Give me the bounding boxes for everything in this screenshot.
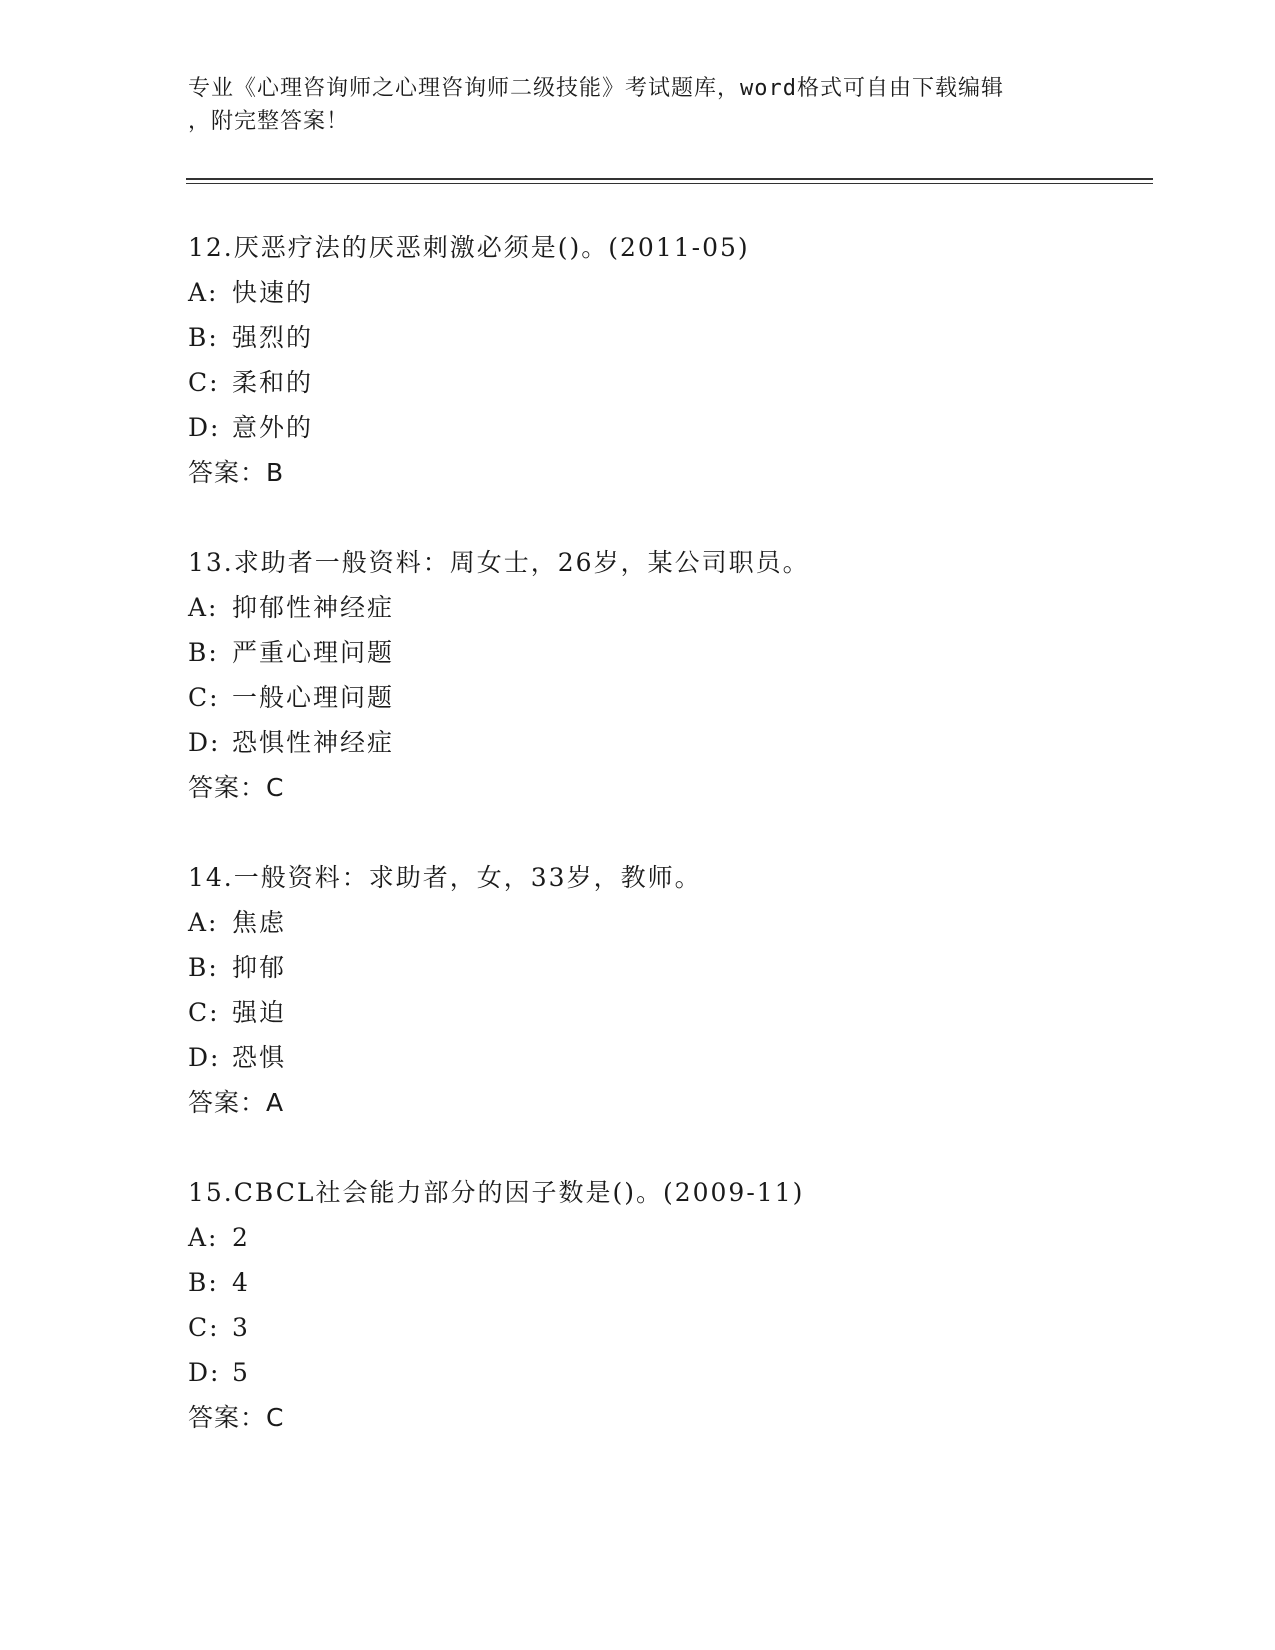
- option-text: 2: [232, 1223, 250, 1252]
- option-key: C:: [188, 683, 220, 712]
- option-text: 一般心理问题: [232, 683, 395, 712]
- option-key: B:: [188, 323, 219, 352]
- option-a: [188, 1215, 1138, 1260]
- option-text: 抑郁: [232, 953, 287, 982]
- option-text: 焦虑: [232, 908, 287, 937]
- option-key: A:: [188, 593, 219, 622]
- option-key: B:: [188, 638, 219, 667]
- question-15: [188, 1170, 1138, 1440]
- answer: 答案：B: [188, 458, 285, 487]
- option-text: 快速的: [232, 278, 314, 307]
- option-a: [188, 585, 1138, 630]
- question-14: [188, 855, 1138, 1125]
- option-text: 柔和的: [232, 368, 314, 397]
- answer: 答案：A: [188, 1088, 285, 1117]
- option-key: D:: [188, 413, 221, 442]
- option-c: [188, 675, 1138, 720]
- option-text: 恐惧性神经症: [232, 728, 395, 757]
- option-c: [188, 360, 1138, 405]
- option-c: [188, 1305, 1138, 1350]
- option-key: A:: [188, 908, 219, 937]
- answer: 答案：C: [188, 773, 285, 802]
- question-13: [188, 540, 1138, 810]
- option-text: 严重心理问题: [232, 638, 395, 667]
- option-key: A:: [188, 278, 219, 307]
- option-b: [188, 630, 1138, 675]
- option-text: 恐惧: [232, 1043, 287, 1072]
- option-b: [188, 1260, 1138, 1305]
- option-key: C:: [188, 1313, 220, 1342]
- option-key: C:: [188, 998, 220, 1027]
- option-d: [188, 720, 1138, 765]
- option-key: A:: [188, 1223, 219, 1252]
- option-a: [188, 270, 1138, 315]
- option-text: 抑郁性神经症: [232, 593, 395, 622]
- question-12: [188, 225, 1138, 495]
- option-c: [188, 990, 1138, 1035]
- option-d: [188, 1035, 1138, 1080]
- option-text: 意外的: [232, 413, 314, 442]
- option-key: D:: [188, 728, 221, 757]
- option-key: D:: [188, 1358, 221, 1387]
- option-key: D:: [188, 1043, 221, 1072]
- option-text: 强烈的: [232, 323, 314, 352]
- option-text: 3: [232, 1313, 250, 1342]
- option-text: 5: [232, 1358, 250, 1387]
- header-line-1: 专业《心理咨询师之心理咨询师二级技能》考试题库，word格式可自由下载编辑: [188, 76, 1004, 101]
- option-b: [188, 315, 1138, 360]
- option-b: [188, 945, 1138, 990]
- question-stem: 13.求助者一般资料：周女士，26岁，某公司职员。: [188, 548, 810, 577]
- question-stem: 14.一般资料：求助者，女，33岁，教师。: [188, 863, 702, 892]
- option-a: [188, 900, 1138, 945]
- option-text: 4: [232, 1268, 250, 1297]
- header-line-2: ，附完整答案！: [188, 109, 350, 134]
- option-key: B:: [188, 1268, 219, 1297]
- page-header: [188, 72, 1088, 138]
- option-key: C:: [188, 368, 220, 397]
- option-key: B:: [188, 953, 219, 982]
- option-d: [188, 405, 1138, 450]
- answer: 答案：C: [188, 1403, 285, 1432]
- header-divider: [186, 178, 1153, 184]
- question-stem: 12.厌恶疗法的厌恶刺激必须是()。(2011-05): [188, 233, 750, 262]
- option-d: [188, 1350, 1138, 1395]
- option-text: 强迫: [232, 998, 287, 1027]
- question-stem: 15.CBCL社会能力部分的因子数是()。(2009-11): [188, 1178, 805, 1207]
